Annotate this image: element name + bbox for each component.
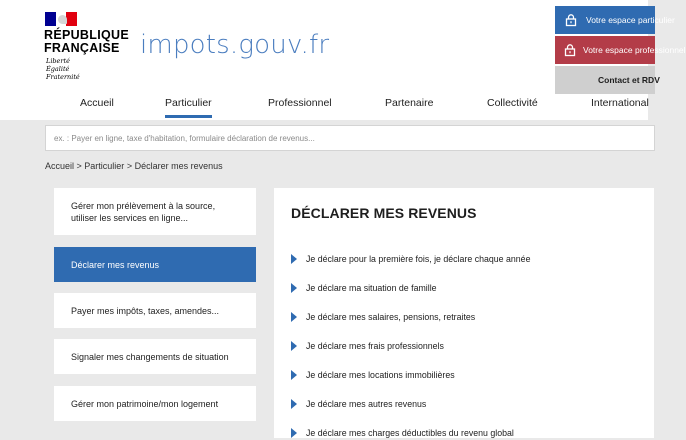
triangle-right-icon (291, 312, 297, 322)
republic-name-line2: FRANÇAISE (44, 41, 120, 55)
sidebar-item-prelevement[interactable] (54, 188, 256, 235)
triangle-right-icon (291, 370, 297, 380)
motto-liberte: Liberté (46, 57, 70, 65)
breadcrumb (45, 161, 223, 171)
sidebar-item-label: Signaler mes changements de situation (71, 351, 229, 362)
site-header (0, 0, 686, 120)
triangle-right-icon (291, 341, 297, 351)
marianne-logo-icon (45, 12, 77, 26)
link-label: Je déclare mes autres revenus (306, 399, 427, 409)
nav-item-professionnel[interactable]: Professionnel (268, 97, 332, 109)
link-label: Je déclare pour la première fois, je déclare chaque année (306, 254, 531, 264)
sidebar-item-patrimoine[interactable] (54, 386, 256, 421)
sidebar-item-payer-impots[interactable] (54, 293, 256, 328)
triangle-right-icon (291, 283, 297, 293)
nav-item-collectivite[interactable]: Collectivité (487, 97, 538, 109)
espace-professionnel-label: Votre espace professionnel (583, 45, 686, 55)
site-logo-link[interactable]: impots.gouv.fr (140, 30, 330, 60)
link-frais-professionnels[interactable] (291, 339, 444, 353)
breadcrumb-separator: > (76, 161, 85, 171)
nav-item-partenaire[interactable]: Partenaire (385, 97, 434, 109)
sidebar-item-declarer-revenus[interactable] (54, 247, 256, 282)
espace-particulier-label: Votre espace particulier (586, 15, 675, 25)
sidebar-item-label: Déclarer mes revenus (71, 259, 160, 270)
page-title: DÉCLARER MES REVENUS (291, 205, 477, 221)
search-input[interactable] (46, 126, 654, 150)
triangle-right-icon (291, 428, 297, 438)
link-label: Je déclare mes salaires, pensions, retraites (306, 312, 476, 322)
contact-rdv-button[interactable] (555, 66, 660, 94)
motto-egalite: Égalité (46, 65, 70, 73)
breadcrumb-accueil[interactable]: Accueil (45, 161, 75, 171)
nav-item-accueil[interactable]: Accueil (80, 97, 114, 109)
main-content-panel (274, 188, 654, 438)
espace-particulier-button[interactable] (555, 6, 675, 34)
lock-icon (564, 44, 576, 56)
link-label: Je déclare mes locations immobilières (306, 370, 455, 380)
link-label: Je déclare ma situation de famille (306, 283, 437, 293)
triangle-right-icon (291, 399, 297, 409)
link-situation-famille[interactable] (291, 281, 437, 295)
breadcrumb-current: Déclarer mes revenus (134, 161, 223, 171)
sidebar-item-label: Gérer mon prélèvement à la source, utiliser les services en ligne... (71, 200, 216, 223)
sidebar-item-label: Payer mes impôts, taxes, amendes... (71, 305, 220, 316)
search-box (45, 125, 655, 151)
breadcrumb-particulier[interactable]: Particulier (84, 161, 125, 171)
breadcrumb-separator: > (126, 161, 135, 171)
espace-professionnel-button[interactable] (555, 36, 686, 64)
link-salaires-pensions[interactable] (291, 310, 475, 324)
link-premiere-declaration[interactable] (291, 252, 530, 266)
nav-item-particulier[interactable]: Particulier (165, 96, 212, 118)
link-label: Je déclare mes charges déductibles du revenu global (306, 428, 514, 438)
triangle-right-icon (291, 254, 297, 264)
link-autres-revenus[interactable] (291, 397, 426, 411)
main-nav (0, 96, 648, 120)
nav-item-international[interactable]: International (591, 97, 649, 109)
sidebar-item-changements-situation[interactable] (54, 339, 256, 374)
republic-name-line1: RÉPUBLIQUE (44, 28, 129, 42)
sidebar-item-label: Gérer mon patrimoine/mon logement (71, 398, 219, 409)
link-charges-deductibles[interactable] (291, 426, 514, 440)
link-locations-immobilieres[interactable] (291, 368, 455, 382)
motto-fraternite: Fraternité (46, 73, 80, 81)
lock-icon (565, 14, 577, 26)
link-label: Je déclare mes frais professionnels (306, 341, 444, 351)
contact-rdv-label: Contact et RDV (598, 75, 660, 85)
